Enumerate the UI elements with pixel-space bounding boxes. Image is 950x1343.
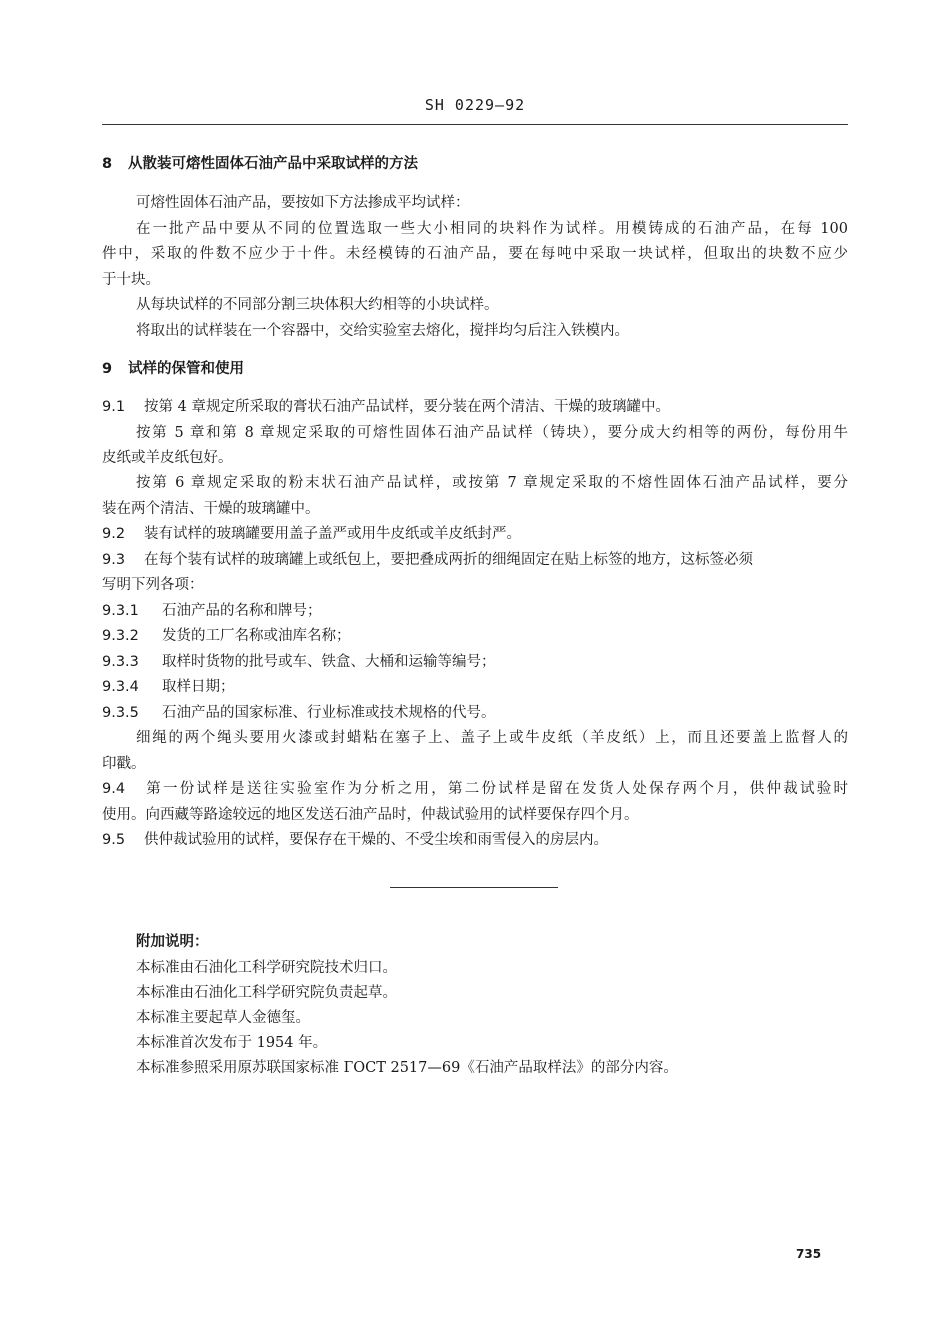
note-line: 本标准由石油化工科学研究院技术归口。 — [136, 960, 397, 976]
section-number: 8 — [102, 156, 113, 172]
paragraph-line: 写明下列各项： — [102, 577, 204, 593]
paragraph-line: 将取出的试样装在一个容器中，交给实验室去熔化，搅拌均匀后注入铁模内。 — [136, 323, 629, 339]
notes-title: 附加说明： — [136, 934, 209, 950]
clause-text: 装有试样的玻璃罐要用盖子盖严或用牛皮纸或羊皮纸封严。 — [144, 526, 521, 542]
clause-text: 在每个装有试样的玻璃罐上或纸包上，要把叠成两折的细绳固定在贴上标签的地方，这标签必须 — [144, 552, 753, 568]
clause-number: 9.5 — [102, 832, 126, 848]
item-text: 石油产品的名称和牌号； — [162, 603, 322, 619]
clause-9-5 — [102, 830, 848, 850]
clause-text: 第一份试样是送往实验室作为分析之用，第二份试样是留在发货人处保存两个月，供仲裁试验时 — [144, 781, 848, 797]
paragraph-line: 按第 5 章和第 8 章规定采取的可熔性固体石油产品试样（铸块），要分成大约相等的两份，每份用牛 — [136, 425, 848, 441]
clause-number: 9.3 — [102, 552, 126, 568]
section-number: 9 — [102, 361, 113, 377]
clause-9-1 — [102, 397, 848, 417]
item-number: 9.3.3 — [102, 654, 139, 670]
paragraph-line: 细绳的两个绳头要用火漆或封蜡粘在塞子上、盖子上或牛皮纸（羊皮纸）上，而且还要盖上监督人的 — [136, 730, 848, 746]
paragraph-line: 装在两个清洁、干燥的玻璃罐中。 — [102, 501, 320, 517]
item-number: 9.3.1 — [102, 603, 139, 619]
list-item — [102, 626, 848, 646]
end-divider — [390, 887, 558, 888]
list-item — [102, 601, 848, 621]
note-line: 本标准由石油化工科学研究院负责起草。 — [136, 985, 397, 1001]
paragraph-line: 于十块。 — [102, 272, 160, 288]
item-text: 发货的工厂名称或油库名称； — [162, 628, 351, 644]
clause-9-3 — [102, 550, 848, 570]
clause-number: 9.4 — [102, 781, 126, 797]
list-item — [102, 677, 848, 697]
clause-9-4 — [102, 779, 848, 799]
paragraph-line: 件中，采取的件数不应少于十件。未经模铸的石油产品，要在每吨中采取一块试样，但取出的块数不应少 — [102, 246, 848, 262]
item-text: 取样日期； — [162, 679, 235, 695]
list-item — [102, 652, 848, 672]
note-line: 本标准主要起草人金德玺。 — [136, 1010, 310, 1026]
paragraph-line: 在一批产品中要从不同的位置选取一些大小相同的块料作为试样。用模铸成的石油产品，在每 100 — [136, 221, 848, 237]
note-line: 本标准首次发布于 1954 年。 — [136, 1035, 328, 1051]
page-number: 735 — [796, 1247, 822, 1261]
clause-text: 按第 4 章规定所采取的膏状石油产品试样，要分装在两个清洁、干燥的玻璃罐中。 — [144, 399, 670, 415]
paragraph-line: 可熔性固体石油产品，要按如下方法掺成平均试样： — [136, 195, 470, 211]
item-text: 石油产品的国家标准、行业标准或技术规格的代号。 — [162, 705, 496, 721]
paragraph-line: 印戳。 — [102, 756, 146, 772]
clause-number: 9.2 — [102, 526, 126, 542]
standard-code-header: SH 0229—92 — [424, 96, 526, 114]
item-number: 9.3.2 — [102, 628, 139, 644]
section-title: 从散装可熔性固体石油产品中采取试样的方法 — [128, 156, 418, 172]
item-number: 9.3.4 — [102, 679, 139, 695]
item-text: 取样时货物的批号或车、铁盒、大桶和运输等编号； — [162, 654, 496, 670]
header-divider — [102, 124, 848, 125]
paragraph-line: 从每块试样的不同部分割三块体积大约相等的小块试样。 — [136, 297, 499, 313]
section-title: 试样的保管和使用 — [128, 361, 244, 377]
paragraph-line: 按第 6 章规定采取的粉末状石油产品试样，或按第 7 章规定采取的不熔性固体石油产品试样，要分 — [136, 475, 848, 491]
section-8-heading — [102, 154, 848, 174]
clause-number: 9.1 — [102, 399, 126, 415]
note-line: 本标准参照采用原苏联国家标准 ГОСТ 2517—69《石油产品取样法》的部分内容。 — [136, 1060, 678, 1076]
clause-text: 供仲裁试验用的试样，要保存在干燥的、不受尘埃和雨雪侵入的房层内。 — [144, 832, 608, 848]
paragraph-line: 皮纸或羊皮纸包好。 — [102, 450, 233, 466]
paragraph-line: 使用。向西藏等路途较远的地区发送石油产品时，仲裁试验用的试样要保存四个月。 — [102, 807, 639, 823]
section-9-heading — [102, 359, 848, 379]
list-item — [102, 703, 848, 723]
clause-9-2 — [102, 524, 848, 544]
item-number: 9.3.5 — [102, 705, 139, 721]
